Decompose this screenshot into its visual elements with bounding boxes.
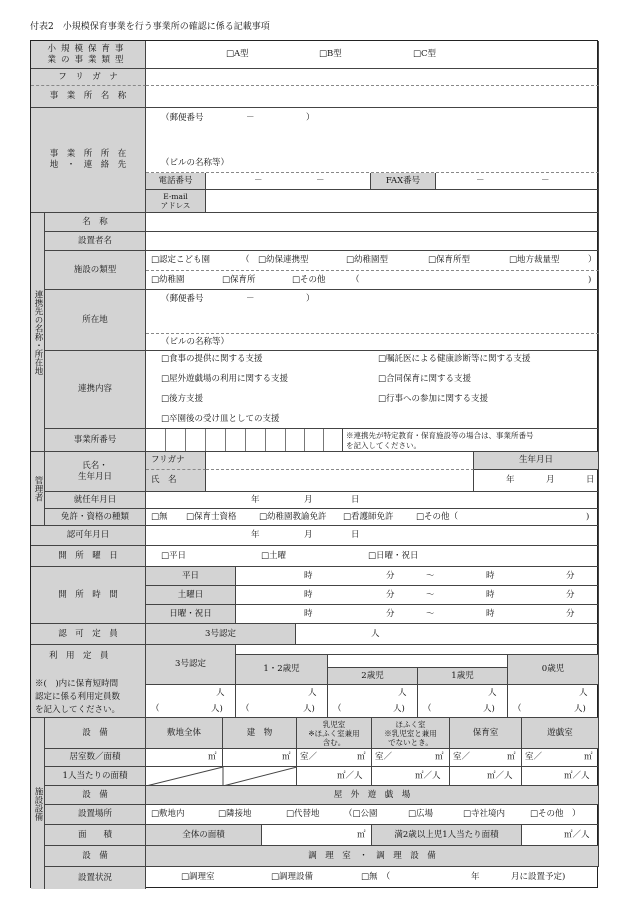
koen-checkbox[interactable]: （□公園 <box>344 809 378 819</box>
chiho-checkbox[interactable]: □地方裁量型 <box>509 255 560 265</box>
shikichinai-checkbox[interactable]: □敷地内 <box>151 809 185 819</box>
kaisho-yobi-field <box>146 546 599 567</box>
okugai-setsubi-label: 設 備 <box>45 786 146 805</box>
nichiyo-checkbox[interactable]: □日曜・祝日 <box>368 551 419 561</box>
riyou-0-field[interactable]: 人 （ 人) <box>508 685 599 718</box>
type-c-checkbox[interactable]: □C型 <box>413 49 437 59</box>
shimei-label: 氏名・ 生年月日 <box>45 452 146 492</box>
email-field[interactable] <box>206 190 599 213</box>
kanrisha-side-label: 管理者 <box>31 452 45 526</box>
yochien-checkbox[interactable]: □幼稚園 <box>151 275 185 285</box>
okugai-header: 屋 外 遊 戯 場 <box>146 786 599 805</box>
jisha-checkbox[interactable]: □寺社境内 <box>463 809 506 819</box>
col-tatemono: 建 物 <box>223 718 297 749</box>
age-1-label: 1歳児 <box>418 668 508 685</box>
zentai-field[interactable]: ㎡ <box>262 825 372 846</box>
furigana-label: フ リ ガ ナ <box>31 69 146 86</box>
ninka-date-label: 認可年月日 <box>31 526 146 546</box>
renkei-name-label: 名 称 <box>45 213 146 232</box>
riyou-1-field[interactable]: 人 （ 人) <box>418 685 508 718</box>
chorisetsubi-checkbox[interactable]: □調理設備 <box>271 872 314 882</box>
tel-label: 電話番号 <box>146 173 206 190</box>
riyou-12-field[interactable]: 人 （ 人) <box>236 685 328 718</box>
hitori-na <box>146 767 297 786</box>
age-12-label: 1・2歳児 <box>236 655 328 685</box>
col-shikichi: 敷地全体 <box>146 718 223 749</box>
daitai-checkbox[interactable]: □代替地 <box>286 809 320 819</box>
setchi-jokyo-field: □調理室 □調理設備 □無 （ 年 月に設置予定) <box>181 872 566 882</box>
hoikushi-checkbox[interactable]: □保育士資格 <box>186 512 237 522</box>
col-yugishitsu: 遊戯室 <box>522 718 599 749</box>
setchi-basho-label: 設置場所 <box>45 805 146 825</box>
ninka-teiin-label: 認 可 定 員 <box>31 624 146 645</box>
type-b-checkbox[interactable]: □B型 <box>319 49 342 59</box>
type-label: 小規模保育事 業の事業類型 <box>31 41 146 69</box>
type-options <box>146 41 599 69</box>
setchisha-field[interactable] <box>146 232 599 251</box>
okugai-sonota-checkbox[interactable]: □その他 ） <box>530 809 581 819</box>
jikan-row-1[interactable]: 時 分 ～ 時 分 <box>236 586 599 605</box>
birth-label: 生年月日 <box>474 452 599 470</box>
shokuji-checkbox[interactable]: □食事の提供に関する支援 <box>161 354 263 364</box>
man2-field[interactable]: ㎡／人 <box>522 825 599 846</box>
riyou-sango-label: 3号認定 <box>146 645 236 685</box>
hoikusho-gata-checkbox[interactable]: □保育所型 <box>428 255 471 265</box>
setsubi-side-label: 施設設備 <box>31 718 45 889</box>
setsubi-header-label: 設 備 <box>45 718 146 749</box>
email-label: E-mail アドレス <box>146 190 206 213</box>
furigana-field[interactable] <box>146 69 599 86</box>
menkyo-label: 免許・資格の種類 <box>45 509 146 526</box>
shokutaku-checkbox[interactable]: □嘱託医による健康診断等に関する支援 <box>378 354 531 364</box>
zentai-label: 全体の面積 <box>146 825 262 846</box>
okugai-checkbox[interactable]: □屋外遊戯場の利用に関する支援 <box>161 374 289 384</box>
col-nyujishitsu: 乳児室 ※ほふく室兼用 含む。 <box>297 718 372 749</box>
rinsetsu-checkbox[interactable]: □隣接地 <box>218 809 252 819</box>
menkyo-none-checkbox[interactable]: □無 <box>151 512 168 522</box>
bango-note: ※連携先が特定教育・保育施設等の場合は、事業所番号 を記入してください。 <box>343 429 599 452</box>
address-field[interactable]: （郵便番号 － ） （ビルの名称等） <box>146 108 599 173</box>
jikan-day-2: 日曜・祝日 <box>146 605 236 624</box>
kodomoen-checkbox[interactable]: □認定こども園 <box>151 255 211 265</box>
koho-checkbox[interactable]: □後方支援 <box>161 394 204 404</box>
ninka-teiin-field[interactable]: 人 <box>296 624 599 645</box>
chori-none-checkbox[interactable]: □無 （ <box>361 872 391 882</box>
jigyosho-name-field[interactable] <box>146 86 599 108</box>
kanrisha-name-field[interactable] <box>206 470 474 492</box>
form-title: 付表2 小規模保育事業を行う事業所の確認に係る記載事項 <box>30 22 270 32</box>
riyou-sango-field[interactable]: 人 （ 人) <box>146 685 236 718</box>
shurui-row1: □認定こども園 （ □幼保連携型 □幼稚園型 □保育所型 □地方裁量型 ） <box>146 251 599 271</box>
sotsuen-checkbox[interactable]: □卒園後の受け皿としての支援 <box>161 414 280 424</box>
renkei-name-field[interactable] <box>146 213 599 232</box>
col-hoikushitsu: 保育室 <box>450 718 522 749</box>
setchisha-label: 設置者名 <box>45 232 146 251</box>
chori-header: 調 理 室 ・ 調 理 設 備 <box>146 846 599 867</box>
address-label: 事 業 所 所 在 地 ・ 連 絡 先 <box>31 108 146 213</box>
shozaichi-bldg[interactable]: （ビルの名称等） <box>146 334 599 351</box>
man2-label: 満2歳以上児1人当たり面積 <box>372 825 522 846</box>
fax-field[interactable]: － － <box>436 173 599 190</box>
form-frame: 小規模保育事 業の事業類型 □A型 □B型 □C型 フ リ ガ ナ 事 業 所 名 称 事 業 所 所 在 地 ・ 連 絡 先 （郵便番号 － ） （ビルの名称等） 電話番号 － － FAX番号 － － E-mail アドレス 連携先の名称・所在地 名 称 設置者名 施設の類型 □認定こども園 （ □幼保連携型 □幼稚園型 □保育所型 □地方裁量型 ） □幼稚園 □保育所 □その他 （ ) 所在地 （郵便番号 － ） （ビルの名称等） 連携内容 □食事の提供に関する支援 □嘱託医による健康診断等に関する支援 □屋外遊戯場の利用に関する支援 □合同保育に関する支援 □後方支援 □行事への参加に関する支援 □卒園後の受け皿としての支援 事業所番号 ※連携先が特定教育・保育施設等の場合は、事業所番号 を記入してください。 管理者 氏名・ 生年月日 フリガナ 氏 名 生年月日 年 月 日 就任年月日 年 月 日 免許・資格の種類 □無 □保育士資格 □幼稚園教諭免許 □看護師免許 □その他（ ) 認可年月日 年 月 日 開 所 曜 日 □平日 □土曜 □日曜・祝日 開 所 時 間 平日 土曜日 日曜・祝日 時 分 ～ 時 分 時 分 ～ 時 分 時 分 ～ 時 分 認 可 定 員 3号認定 人 利 用 定 員 ※( )内に保育短時間 認定に係る利用定員数 を記入してください。 3号認定 1・2歳児 2歳児 1歳児 0歳児 人 （ 人) 人 （ 人) 人 （ 人) 人 （ 人) 人 （ 人) 施設設備 設 備 敷地全体 建 物 乳児室 ※ほふく室兼用 含む。 ほふく室 ※乳児室と兼用 でないとき。 保育室 遊戯室 居室数／面積 ㎡ ㎡ 室／ ㎡ 室／ ㎡ 室／ ㎡ 室／ ㎡ 1人当たりの面積 ㎡／人 ㎡／人 ㎡／人 ㎡／人 設 備 屋 外 遊 戯 場 設置場所 □敷地内 □隣接地 □代替地 （□公園 □広場 □寺社境内 □その他 ） 面 積 全体の面積 ㎡ 満2歳以上児1人当たり面積 ㎡／人 設 備 調 理 室 ・ 調 理 設 備 設置状況 □調理室 □調理設備 □無 （ 年 月に設置予定) <box>30 40 598 888</box>
renkei-naiyo-label: 連携内容 <box>45 351 146 429</box>
yoho-checkbox[interactable]: （ □幼保連携型 <box>241 255 309 265</box>
jikan-row-0[interactable]: 時 分 ～ 時 分 <box>236 567 599 586</box>
hiroba-checkbox[interactable]: □広場 <box>408 809 434 819</box>
kanrisha-furigana-label: フリガナ <box>146 452 206 470</box>
shurui-label: 施設の類型 <box>45 251 146 290</box>
riyou-teiin-label: 利 用 定 員 ※( )内に保育短時間 認定に係る利用定員数 を記入してください。 <box>31 645 146 718</box>
kangoshi-checkbox[interactable]: □看護師免許 <box>343 512 394 522</box>
shozaichi-label: 所在地 <box>45 290 146 351</box>
jigyosho-bango-field[interactable] <box>146 429 343 452</box>
kyoyu-checkbox[interactable]: □幼稚園教諭免許 <box>259 512 327 522</box>
renkei-side-label: 連携先の名称・所在地 <box>31 213 45 452</box>
age-2-label: 2歳児 <box>328 668 418 685</box>
menkyo-field: □無 □保育士資格 □幼稚園教諭免許 □看護師免許 □その他（ ) <box>146 509 599 526</box>
yochien-gata-checkbox[interactable]: □幼稚園型 <box>346 255 389 265</box>
type-a-checkbox[interactable]: □A型 <box>226 49 249 59</box>
shurui-row2: □幼稚園 □保育所 □その他 （ ) <box>146 271 599 290</box>
setchi-basho-field <box>146 805 599 825</box>
ninka-date-field[interactable]: 年 月 日 <box>146 526 599 546</box>
jikan-row-2[interactable]: 時 分 ～ 時 分 <box>236 605 599 624</box>
fax-label: FAX番号 <box>371 173 436 190</box>
kyoshitsu-label: 居室数／面積 <box>45 749 146 767</box>
jigyosho-name-label: 事 業 所 名 称 <box>31 86 146 108</box>
renkei-naiyo-field <box>146 351 599 429</box>
jikan-day-0: 平日 <box>146 567 236 586</box>
kaisho-jikan-label: 開 所 時 間 <box>31 567 146 624</box>
chori-setsubi-label: 設 備 <box>45 846 146 867</box>
riyou-2-field[interactable]: 人 （ 人) <box>328 685 418 718</box>
godo-checkbox[interactable]: □合同保育に関する支援 <box>378 374 472 384</box>
menseki-label: 面 積 <box>45 825 146 846</box>
menkyo-sonota-checkbox[interactable]: □その他（ <box>416 512 459 522</box>
setchi-jokyo-label: 設置状況 <box>45 867 146 889</box>
chorishitsu-checkbox[interactable]: □調理室 <box>181 872 215 882</box>
age-0-label: 0歳児 <box>508 655 599 685</box>
shunin-label: 就任年月日 <box>45 492 146 509</box>
tel-field[interactable]: － － <box>206 173 371 190</box>
heijitsu-checkbox[interactable]: □平日 <box>161 551 187 561</box>
kaisho-yobi-label: 開 所 曜 日 <box>31 546 146 567</box>
hoikusho-checkbox[interactable]: □保育所 <box>222 275 256 285</box>
birth-field[interactable]: 年 月 日 <box>474 470 599 492</box>
col-hofukushitsu: ほふく室 ※乳児室と兼用 でないとき。 <box>372 718 450 749</box>
diagonal-line <box>146 767 297 786</box>
gyoji-checkbox[interactable]: □行事への参加に関する支援 <box>378 394 489 404</box>
shunin-field[interactable]: 年 月 日 <box>146 492 599 509</box>
kanrisha-name-label: 氏 名 <box>146 470 206 492</box>
kanrisha-furigana-field[interactable] <box>206 452 474 470</box>
shozaichi-field[interactable]: （郵便番号 － ） <box>146 290 599 334</box>
hitori-label: 1人当たりの面積 <box>45 767 146 786</box>
doyo-checkbox[interactable]: □土曜 <box>261 551 287 561</box>
ninka-sango-label: 3号認定 <box>146 624 296 645</box>
jikan-day-1: 土曜日 <box>146 586 236 605</box>
jigyosho-bango-label: 事業所番号 <box>45 429 146 452</box>
sonota-checkbox[interactable]: □その他 <box>292 275 326 285</box>
